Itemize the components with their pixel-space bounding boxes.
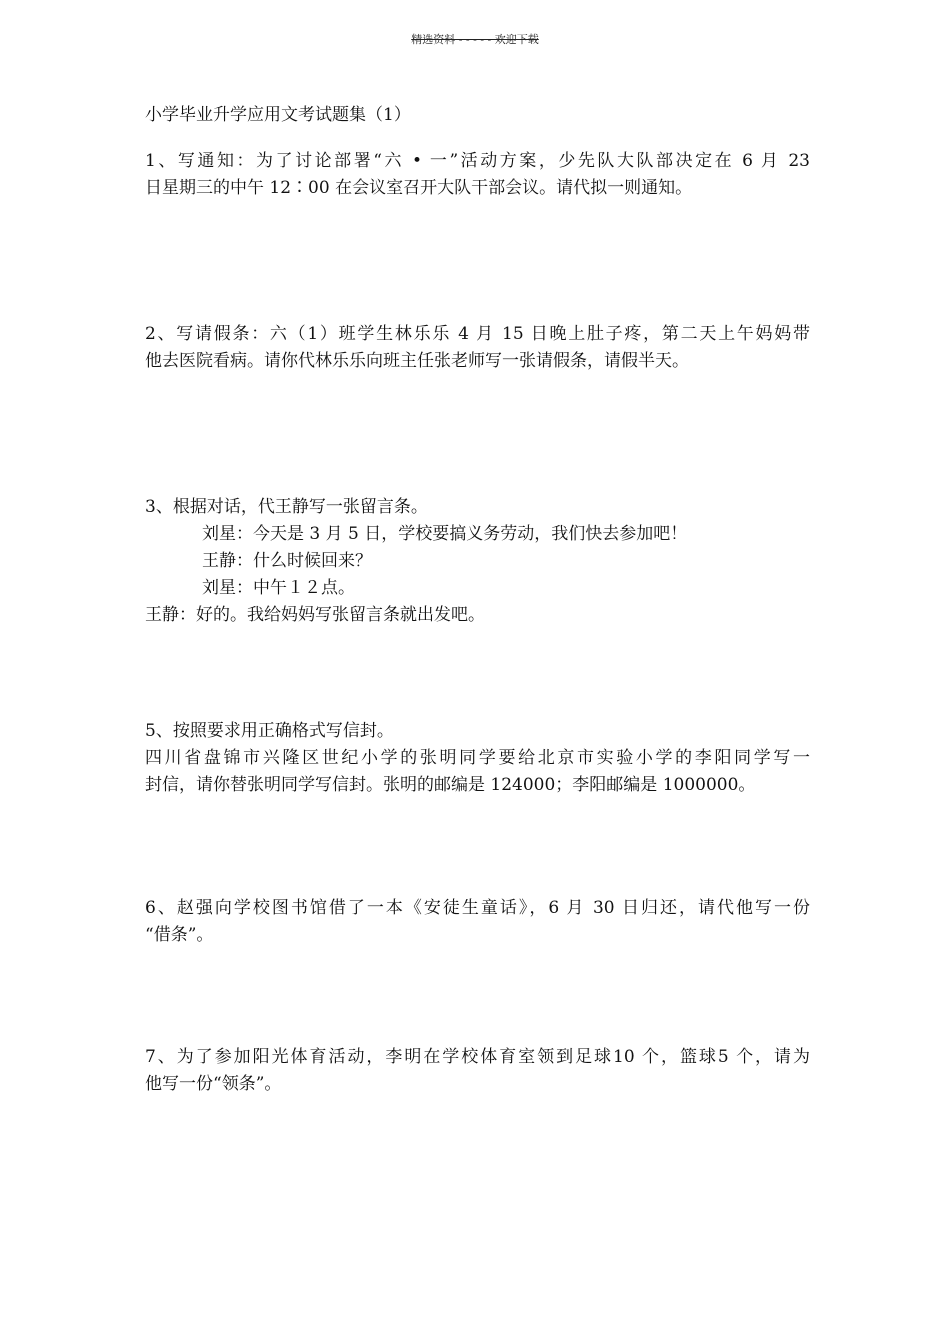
question-1 [145, 148, 810, 202]
question-1-line-1: 1、写通知：为了讨论部署“六 • 一”活动方案，少先队大队部决定在 6 月 23 [145, 151, 810, 171]
question-5 [145, 718, 810, 799]
question-3-line-1: 3、根据对话，代王静写一张留言条。 [145, 497, 428, 517]
page-header [0, 31, 950, 47]
question-5-line-2: 四川省盘锦市兴隆区世纪小学的张明同学要给北京市实验小学的李阳同学写一 [145, 748, 810, 768]
dialogue-line-2: 王静：什么时候回来？ [202, 551, 372, 571]
dialogue-line-3: 刘星：中午１２点。 [202, 578, 355, 598]
question-2-line-1: 2、写请假条：六（1）班学生林乐乐 4 月 15 日晚上肚子疼，第二天上午妈妈带 [145, 324, 810, 344]
dialogue-line-4: 王静：好的。我给妈妈写张留言条就出发吧。 [145, 605, 485, 625]
question-5-line-1: 5、按照要求用正确格式写信封。 [145, 721, 394, 741]
question-6 [145, 895, 810, 949]
dialogue-line-1: 刘星：今天是 3 月 5 日，学校要搞义务劳动，我们快去参加吧！ [202, 524, 688, 544]
question-3 [145, 494, 810, 629]
header-text: 精选资料 - - - - - 欢迎下载 [411, 33, 539, 46]
question-7-line-1: 7、为了参加阳光体育活动，李明在学校体育室领到足球10 个，篮球5 个，请为 [145, 1047, 810, 1067]
question-6-line-1: 6、赵强向学校图书馆借了一本《安徒生童话》，6 月 30 日归还，请代他写一份 [145, 898, 810, 918]
question-7 [145, 1044, 810, 1098]
question-5-line-3: 封信，请你替张明同学写信封。张明的邮编是 124000；李阳邮编是 1000000。 [145, 775, 756, 795]
document-title: 小学毕业升学应用文考试题集（1） [145, 105, 411, 125]
question-7-line-2: 他写一份“领条”。 [145, 1074, 282, 1094]
question-1-line-2: 日星期三的中午 12∶00 在会议室召开大队干部会议。请代拟一则通知。 [145, 178, 693, 198]
question-2 [145, 321, 810, 375]
question-2-line-2: 他去医院看病。请你代林乐乐向班主任张老师写一张请假条，请假半天。 [145, 351, 689, 371]
question-6-line-2: “借条”。 [145, 925, 214, 945]
